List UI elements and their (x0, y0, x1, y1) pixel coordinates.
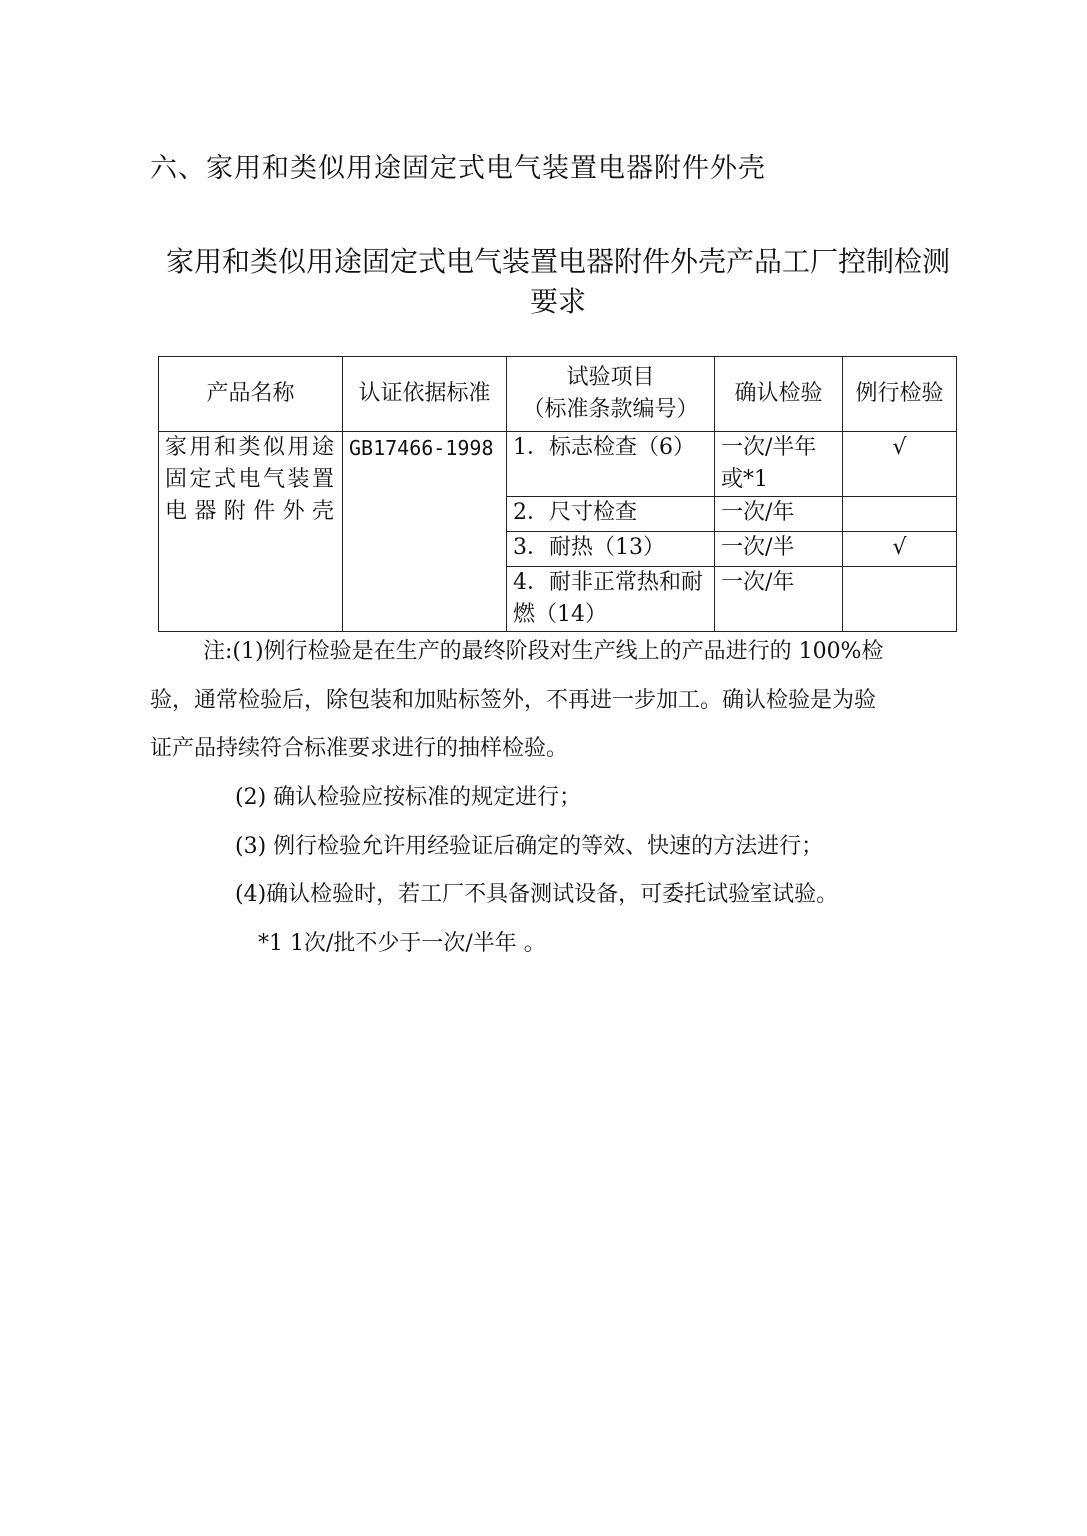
table-header-row (159, 357, 957, 432)
note-1-line-1: 注:(1)例行检验是在生产的最终阶段对生产线上的产品进行的 100%检 (203, 639, 884, 664)
confirm-cell: 一次/半 (715, 532, 843, 567)
confirm-cell: 一次/年 (715, 497, 843, 532)
routine-check-cell: √ (843, 532, 957, 567)
header-test-item-label: 试验项目 (566, 365, 655, 390)
header-test-item-sub: （标准条款编号） (522, 397, 699, 422)
test-item-cell: 2．尺寸检查 (507, 497, 715, 532)
routine-check-cell: √ (843, 432, 957, 497)
inspection-requirements-table (158, 356, 957, 632)
header-test-item (507, 357, 715, 432)
document-title (140, 242, 976, 322)
header-confirm: 确认检验 (715, 357, 843, 432)
note-1-line-3: 证产品持续符合标准要求进行的抽样检验。 (150, 736, 569, 761)
product-name-cell: 家用和类似用途固定式电气装置电器附件外壳 (159, 432, 343, 632)
table-row (159, 432, 957, 497)
section-heading: 六、家用和类似用途固定式电气装置电器附件外壳 (150, 153, 766, 184)
header-standard: 认证依据标准 (343, 357, 507, 432)
confirm-cell: 一次/半年或*1 (715, 432, 843, 497)
confirm-cell: 一次/年 (715, 567, 843, 632)
routine-check-cell (843, 497, 957, 532)
document-title-line1: 家用和类似用途固定式电气装置电器附件外壳产品工厂控制检测 (165, 245, 950, 278)
test-item-cell: 1．标志检查（6） (507, 432, 715, 497)
header-product-name: 产品名称 (159, 357, 343, 432)
routine-check-cell (843, 567, 957, 632)
note-1-line-2: 验，通常检验后，除包装和加贴标签外，不再进一步加工。确认检验是为验 (150, 688, 877, 713)
test-item-cell: 3．耐热（13） (507, 532, 715, 567)
document-title-line2: 要求 (529, 285, 586, 318)
test-item-cell: 4．耐非正常热和耐燃（14） (507, 567, 715, 632)
note-4: (4)确认检验时，若工厂不具备测试设备，可委托试验室试验。 (235, 882, 839, 907)
standard-cell: GB17466-1998 (343, 432, 507, 632)
footnote: *1 1次/批不少于一次/半年 。 (258, 931, 546, 956)
note-2: (2) 确认检验应按标准的规定进行； (235, 785, 582, 810)
note-3: (3) 例行检验允许用经验证后确定的等效、快速的方法进行； (235, 834, 824, 859)
header-routine: 例行检验 (843, 357, 957, 432)
